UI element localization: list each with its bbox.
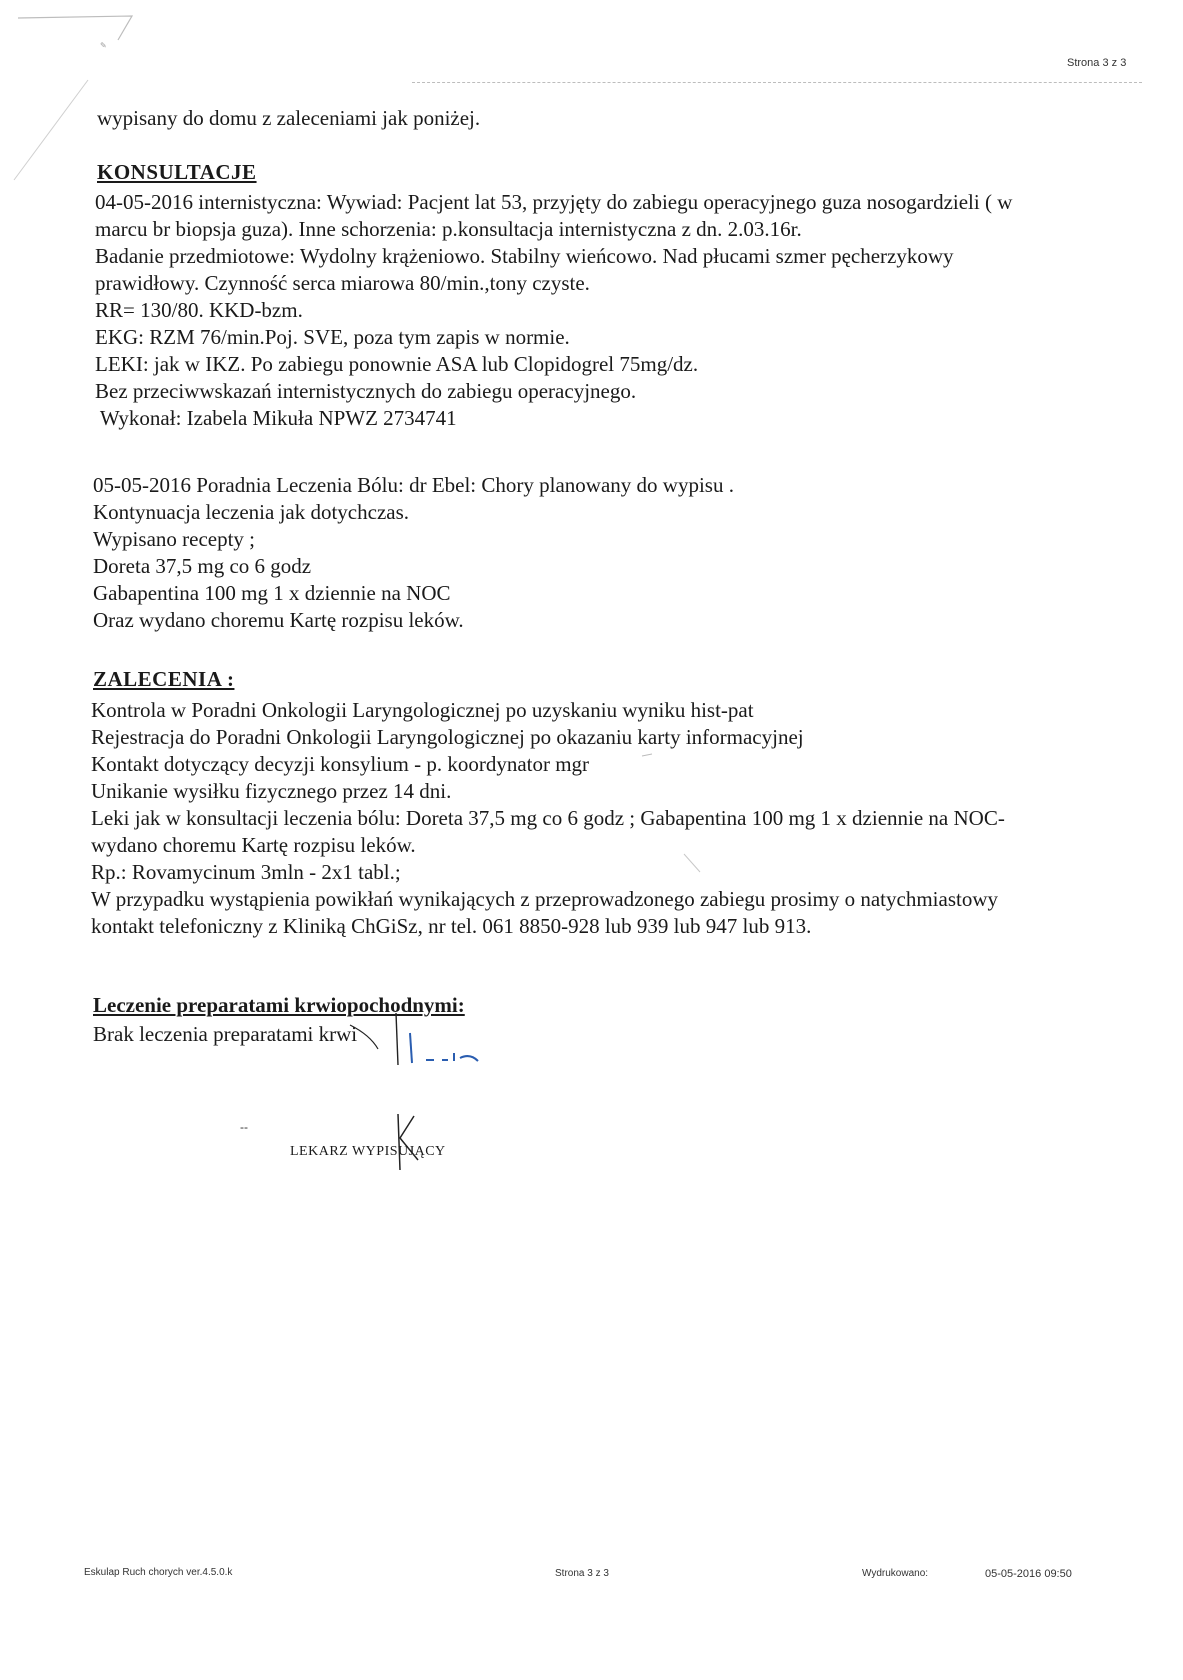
svg-text:✎: ✎ xyxy=(100,41,107,50)
krwio-text: Brak leczenia preparatami krwi xyxy=(93,1022,358,1046)
zalecenia-line: W przypadku wystąpienia powikłań wynikających z przeprowadzonego zabiegu prosimy o natychmiastowy xyxy=(91,887,998,911)
zalecenia-block xyxy=(91,697,1005,940)
scan-artifact xyxy=(680,850,710,880)
zalecenia-line: Leki jak w konsultacji leczenia bólu: Doreta 37,5 mg co 6 godz ; Gabapentina 100 mg 1 x dziennie na NOC- xyxy=(91,806,1005,830)
konsultacje-line: LEKI: jak w IKZ. Po zabiegu ponownie ASA lub Clopidogrel 75mg/dz. xyxy=(95,352,699,376)
konsultacje-block xyxy=(95,189,1012,432)
header-rule xyxy=(412,82,1142,83)
konsultacje-line: marcu br biopsja guza). Inne schorzenia: p.konsultacja internistyczna z dn. 2.03.16r. xyxy=(95,217,802,241)
footer-software: Eskulap Ruch chorych ver.4.5.0.k xyxy=(84,1567,233,1578)
pain-consult-line: Gabapentina 100 mg 1 x dziennie na NOC xyxy=(93,581,451,605)
header-page-label: Strona 3 z 3 xyxy=(1067,57,1127,69)
konsultacje-line: 04-05-2016 internistyczna: Wywiad: Pacjent lat 53, przyjęty do zabiegu operacyjnego guza nosogardzieli ( w xyxy=(95,190,1013,214)
footer-printed-label: Wydrukowano: xyxy=(862,1568,929,1579)
zalecenia-line: kontakt telefoniczny z Kliniką ChGiSz, nr tel. 061 8850-928 lub 939 lub 947 lub 913. xyxy=(91,914,812,938)
pain-consult-line: Oraz wydano choremu Kartę rozpisu leków. xyxy=(93,608,464,632)
zalecenia-line: Kontakt dotyczący decyzji konsylium - p. koordynator mgr xyxy=(91,752,590,776)
zalecenia-line: wydano choremu Kartę rozpisu leków. xyxy=(91,833,416,857)
pain-consult-line: Doreta 37,5 mg co 6 godz xyxy=(93,554,312,578)
konsultacje-line: EKG: RZM 76/min.Poj. SVE, poza tym zapis w normie. xyxy=(95,325,570,349)
footer-printed-date: 05-05-2016 09:50 xyxy=(985,1568,1072,1580)
stamp-mark xyxy=(330,1005,510,1075)
footer-page: Strona 3 z 3 xyxy=(555,1568,609,1579)
krwio-heading: Leczenie preparatami krwiopochodnymi: xyxy=(93,993,465,1017)
pain-consult-block xyxy=(93,472,734,634)
scan-artifact xyxy=(640,752,654,760)
zalecenia-heading: ZALECENIA : xyxy=(93,667,235,691)
konsultacje-line: RR= 130/80. KKD-bzm. xyxy=(95,298,303,322)
pain-consult-line: 05-05-2016 Poradnia Leczenia Bólu: dr Ebel: Chory planowany do wypisu . xyxy=(93,473,734,497)
konsultacje-line: prawidłowy. Czynność serca miarowa 80/min.,tony czyste. xyxy=(95,271,590,295)
konsultacje-line: Bez przeciwwskazań internistycznych do zabiegu operacyjnego. xyxy=(95,379,637,403)
pain-consult-line: Wypisano recepty ; xyxy=(93,527,256,551)
konsultacje-line: Wykonał: Izabela Mikuła NPWZ 2734741 xyxy=(95,406,457,430)
zalecenia-line: Unikanie wysiłku fizycznego przez 14 dni. xyxy=(91,779,452,803)
intro-text: wypisany do domu z zaleceniami jak poniżej. xyxy=(97,106,481,130)
pain-consult-line: Kontynuacja leczenia jak dotychczas. xyxy=(93,500,410,524)
zalecenia-line: Rejestracja do Poradni Onkologii Laryngologicznej po okazaniu karty informacyjnej xyxy=(91,725,804,749)
signature-label: LEKARZ WYPISUJĄCY xyxy=(290,1144,446,1159)
signature-tick: -- xyxy=(240,1120,248,1134)
zalecenia-line: Kontrola w Poradni Onkologii Laryngologicznej po uzyskaniu wyniku hist-pat xyxy=(91,698,754,722)
konsultacje-line: Badanie przedmiotowe: Wydolny krążeniowo. Stabilny wieńcowo. Nad płucami szmer pęcherzykowy xyxy=(95,244,954,268)
handwritten-signature xyxy=(380,1108,430,1178)
zalecenia-line: Rp.: Rovamycinum 3mln - 2x1 tabl.; xyxy=(91,860,401,884)
konsultacje-heading: KONSULTACJE xyxy=(97,160,257,184)
